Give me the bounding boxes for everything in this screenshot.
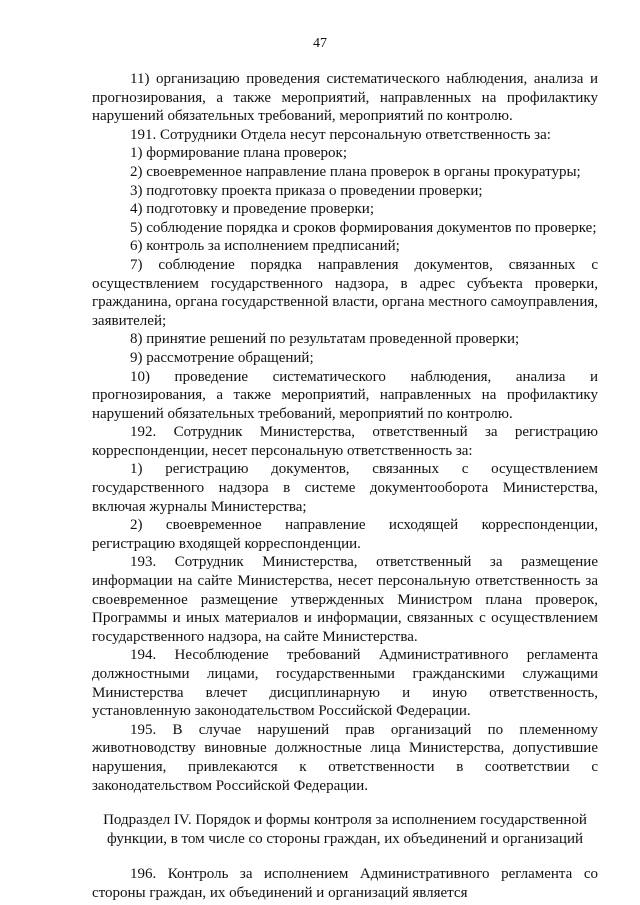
page-number: 47 (313, 36, 327, 51)
paragraph-191: 191. Сотрудники Отдела несут персональную ответственность за: (130, 126, 551, 143)
list-item: 4) подготовку и проведение проверки; (130, 201, 374, 218)
document-body (92, 70, 598, 902)
subsection-heading: Подраздел IV. Порядок и формы контроля за исполнением государственной функции, в том числе со стороны граждан, их объединений и организаций (103, 812, 587, 848)
list-item: 6) контроль за исполнением предписаний; (130, 238, 400, 255)
paragraph-192: 192. Сотрудник Министерства, ответственный за регистрацию корреспонденции, несет персональную ответственность за: (92, 424, 598, 459)
paragraph-196: 196. Контроль за исполнением Административного регламента со стороны граждан, их объединений и организаций является (92, 866, 598, 901)
list-item: 7) соблюдение порядка направления документов, связанных с осуществлением государственного надзора, в адрес субъекта проверки, гражданина, органа государственной власти, органа местного самоуправления, заявителей; (92, 256, 598, 329)
list-item: 10) проведение систематического наблюдения, анализа и прогнозирования, а также мероприятий, направленных на профилактику нарушений обязательных требований, мероприятий по контролю. (92, 368, 598, 422)
paragraph-193: 193. Сотрудник Министерства, ответственный за размещение информации на сайте Министерства, несет персональную ответственность за своевременное размещение утвержденных Министром плана проверок, Программы и иных материалов и информации, связанных с осуществлением государственного надзора, на сайте Министерства. (92, 554, 598, 645)
list-item: 1) регистрацию документов, связанных с осуществлением государственного надзора в системе документооборота Министерства, включая журналы Министерства; (92, 461, 598, 515)
paragraph-194: 194. Несоблюдение требований Административного регламента должностными лицами, государственными гражданскими служащими Министерства влечет дисциплинарную и иную ответственность, установленную законодательством Российской Федерации. (92, 647, 598, 720)
list-item: 8) принятие решений по результатам проведенной проверки; (130, 331, 520, 348)
list-item: 1) формирование плана проверок; (130, 145, 348, 162)
paragraph-195: 195. В случае нарушений прав организаций по племенному животноводству виновные должностные лица Министерства, допустившие нарушения, привлекаются к ответственности в соответствии с законодательством Российской Федерации. (92, 721, 598, 794)
list-item: 5) соблюдение порядка и сроков формирования документов по проверке; (130, 219, 597, 236)
paragraph-item-11: 11) организацию проведения систематического наблюдения, анализа и прогнозирования, а также мероприятий, направленных на профилактику нарушений обязательных требований, мероприятий по контролю. (92, 71, 598, 125)
list-item: 2) своевременное направление исходящей корреспонденции, регистрацию входящей корреспонденции. (92, 517, 598, 552)
list-item: 3) подготовку проекта приказа о проведении проверки; (130, 182, 483, 199)
list-item: 9) рассмотрение обращений; (130, 349, 314, 366)
list-item: 2) своевременное направление плана проверок в органы прокуратуры; (130, 163, 581, 180)
